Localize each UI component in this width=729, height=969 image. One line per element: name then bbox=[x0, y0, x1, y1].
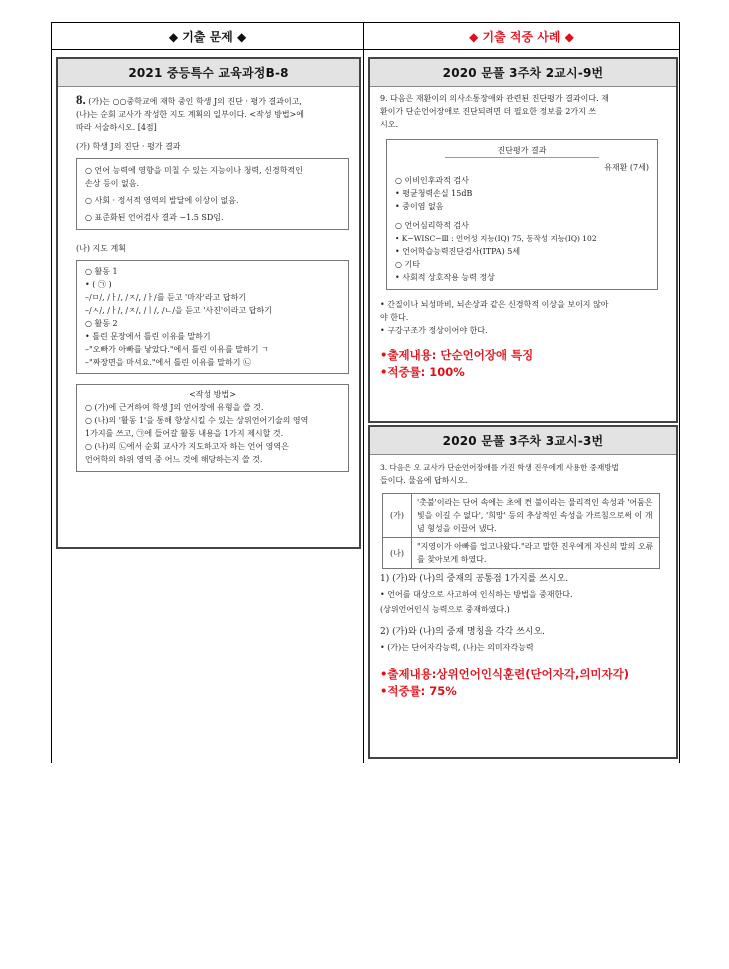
b-item: • 틀린 문장에서 틀린 이유를 말하기 bbox=[85, 332, 211, 341]
answer-line: 야 한다. bbox=[380, 313, 409, 322]
a-item: ○ 사회 · 정서적 영역의 발달에 이상이 없음. bbox=[85, 196, 239, 205]
hit-case-1-body bbox=[370, 87, 676, 381]
question-text-3: 시오. bbox=[380, 120, 398, 129]
method-title: <작성 방법> bbox=[189, 390, 236, 399]
hit-case-2-title: 2020 문풀 3주차 3교시-3번 bbox=[370, 427, 676, 455]
b-item: ○ 활동 2 bbox=[85, 319, 118, 328]
a-item: 손상 등이 없음. bbox=[85, 179, 139, 188]
past-exam-card bbox=[56, 57, 361, 549]
question-text-2: 환이가 단순언어장애로 진단되려면 더 필요한 정보를 2가지 쓰 bbox=[380, 107, 597, 116]
hit-case-card-1 bbox=[368, 57, 678, 423]
table-row bbox=[383, 494, 660, 538]
hit-rate: •적중률: 100% bbox=[380, 365, 465, 379]
question-text-3: 따라 서술하시오. [4점] bbox=[76, 123, 157, 132]
diag-item: ○ 이비인후과적 검사 bbox=[395, 176, 469, 185]
a-item: ○ 언어 능력에 영향을 미칠 수 있는 지능이나 청력, 신경학적인 bbox=[85, 166, 303, 175]
question-number: 8. bbox=[76, 92, 86, 107]
row-label: (가) bbox=[383, 494, 412, 538]
student-name: 유재환 (7세) bbox=[604, 163, 649, 172]
past-exam-title: 2021 중등특수 교육과정B-8 bbox=[58, 59, 359, 87]
hit-case-1-title: 2020 문풀 3주차 2교시-9번 bbox=[370, 59, 676, 87]
question-text-2: 들이다. 물음에 답하시오. bbox=[380, 476, 468, 485]
past-exam-question bbox=[58, 87, 359, 472]
b-item: –"오빠가 아빠를 낳았다."에서 틀린 이유를 말하기 ㄱ bbox=[85, 345, 269, 354]
row-label: (나) bbox=[383, 538, 412, 569]
section-a-box bbox=[76, 158, 349, 230]
hit-content: •출제내용: 단순언어장애 특징 bbox=[380, 348, 534, 362]
b-item: • ( ㉠ ) bbox=[85, 280, 112, 289]
diag-item: ○ 언어심리학적 검사 bbox=[395, 221, 469, 230]
section-b-title: (나) 지도 계획 bbox=[76, 244, 126, 253]
diag-item: • 사회적 상호작용 능력 정상 bbox=[395, 273, 495, 282]
diag-item: • 평균청력손실 15dB bbox=[395, 189, 473, 198]
section-b-box bbox=[76, 260, 349, 374]
diag-item: ○ 기타 bbox=[395, 260, 420, 269]
diag-item: • K−WISC−Ⅲ : 언어성 지능(IQ) 75, 동작성 지능(IQ) 102 bbox=[395, 234, 597, 243]
header-hit-cases: ◆ 기출 적중 사례 ◆ bbox=[364, 23, 679, 50]
sub-answer-1b: (상위언어인식 능력으로 중재하였다.) bbox=[380, 605, 510, 614]
method-item: ○ (가)에 근거하여 학생 J의 언어장애 유형을 쓸 것. bbox=[85, 403, 264, 412]
row-text: '촛불'이라는 단어 속에는 초에 켠 불이라는 물리적인 속성과 '어둠은 빛을 이길 수 없다', '희망' 등의 추상적인 속성을 가르침으로써 이 개념 형성을 이끌어 냈다. bbox=[412, 494, 660, 538]
answer-line: • 간질이나 뇌성마비, 뇌손상과 같은 신경학적 이상을 보이지 않아 bbox=[380, 300, 609, 309]
a-item: ○ 표준화된 언어검사 결과 −1.5 SD임. bbox=[85, 213, 224, 222]
sub-question-2: 2) (가)와 (나)의 중재 명칭을 각각 쓰시오. bbox=[380, 627, 546, 637]
sub-answer-1: • 언어를 대상으로 사고하여 인식하는 방법을 중재한다. bbox=[380, 590, 573, 599]
intervention-table bbox=[382, 493, 660, 569]
diagnosis-title: 진단평가 결과 bbox=[445, 144, 599, 158]
method-item: ○ (나)의 '활동 1'을 통해 향상시킬 수 있는 상위언어기술의 영역 bbox=[85, 416, 309, 425]
method-box bbox=[76, 384, 349, 472]
hit-case-card-2 bbox=[368, 425, 678, 759]
method-item: ○ (나)의 ㉡에서 순회 교사가 지도하고자 하는 언어 영역은 bbox=[85, 442, 289, 451]
sub-answer-2: • (가)는 단어자각능력, (나)는 의미자각능력 bbox=[380, 643, 534, 652]
question-text-1: (가)는 ○○중학교에 재학 중인 학생 J의 진단 · 평가 결과이고, bbox=[88, 97, 302, 106]
b-item: –/ㅁ/, /ㅏ/, /ㅈ/, /ㅏ/를 듣고 '마자'라고 답하기 bbox=[85, 293, 247, 302]
diag-item: • 언어학습능력진단검사(ITPA) 5세 bbox=[395, 247, 521, 256]
hit-case-2-body bbox=[370, 455, 676, 700]
diagnosis-box bbox=[386, 139, 658, 290]
answer-line: • 구강구조가 정상이어야 한다. bbox=[380, 326, 488, 335]
b-item: –"짜장면을 마셔요."에서 틀린 이유를 말하기 ㉡ bbox=[85, 358, 251, 367]
method-item: 1가지를 쓰고, ㉠에 들어갈 활동 내용을 1가지 제시할 것. bbox=[85, 429, 284, 438]
row-text: "지영이가 아빠를 업고나왔다."라고 말한 진우에게 자신의 말의 오류를 찾아보게 하였다. bbox=[412, 538, 660, 569]
question-text-1: 9. 다음은 재환이의 의사소통장애와 관련된 진단평가 결과이다. 재 bbox=[380, 94, 609, 103]
hit-rate: •적중률: 75% bbox=[380, 684, 457, 698]
table-row bbox=[383, 538, 660, 569]
b-item: ○ 활동 1 bbox=[85, 267, 118, 276]
question-text-2: (나)는 순회 교사가 작성한 지도 계획의 일부이다. <작성 방법>에 bbox=[76, 110, 305, 119]
column-divider bbox=[363, 49, 364, 763]
answer-block bbox=[380, 298, 668, 337]
diag-item: • 중이염 없음 bbox=[395, 202, 444, 211]
section-a-title: (가) 학생 J의 진단 · 평가 결과 bbox=[76, 142, 181, 151]
header-past-exam: ◆ 기출 문제 ◆ bbox=[52, 23, 364, 50]
hit-content: •출제내용:상위언어인식훈련(단어자각,의미자각) bbox=[380, 667, 630, 681]
question-text-1: 3. 다음은 오 교사가 단순언어장애를 가진 학생 진우에게 사용한 중재방법 bbox=[380, 463, 619, 472]
sub-question-1: 1) (가)와 (나)의 중재의 공통점 1가지를 쓰시오. bbox=[380, 574, 569, 584]
b-item: –/ㅅ/, /ㅏ/, /ㅈ/, /ㅣ/, /ㄴ/을 듣고 '사진'이라고 답하기 bbox=[85, 306, 272, 315]
method-item: 언어학의 하위 영역 중 어느 것에 해당하는지 쓸 것. bbox=[85, 455, 263, 464]
